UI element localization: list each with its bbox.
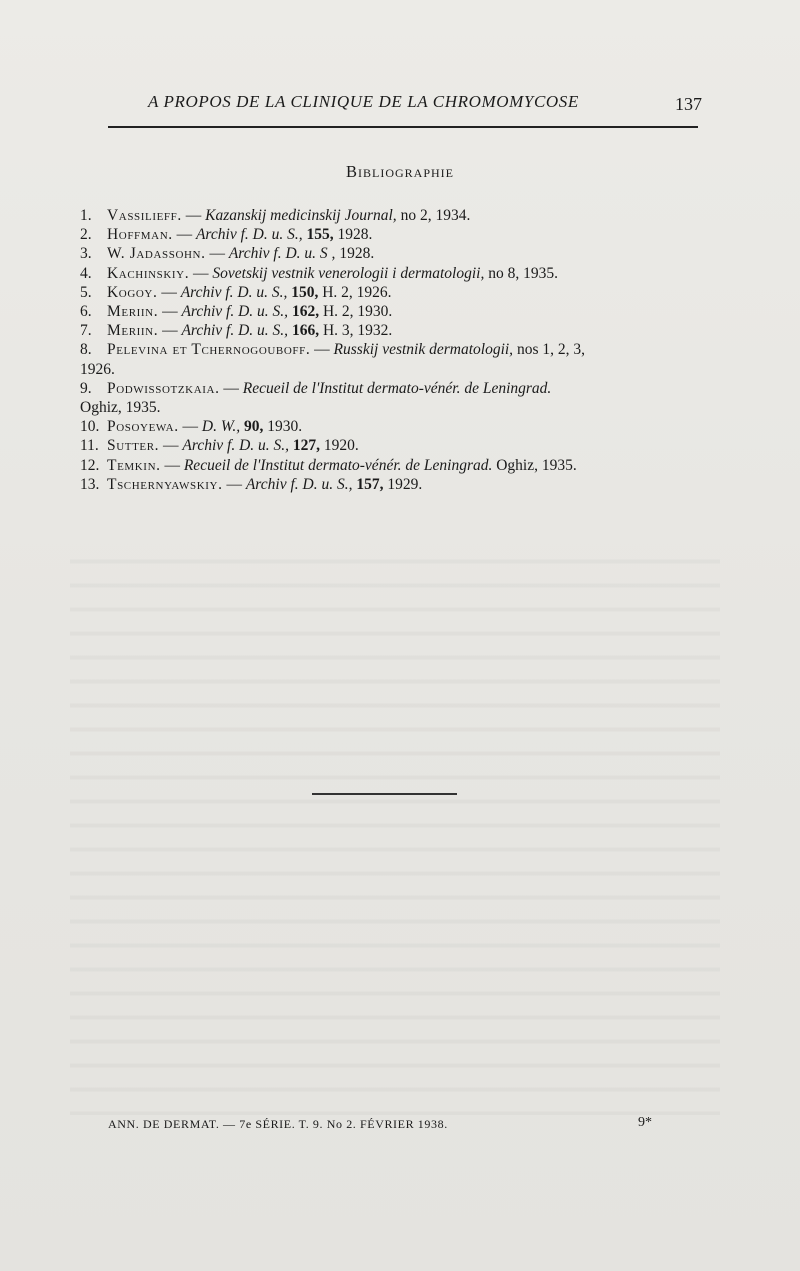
reference-item: 6. Meriin. — Archiv f. D. u. S., 162, H. 2, 1930.	[80, 303, 393, 321]
reference-list	[80, 206, 705, 494]
reference-item: 11. Sutter. — Archiv f. D. u. S., 127, 1920.	[80, 437, 359, 455]
reference-item: 1. Vassilieff. — Kazanskij medicinskij Journal, no 2, 1934.	[80, 207, 471, 224]
running-title: A PROPOS DE LA CLINIQUE DE LA CHROMOMYCOSE	[148, 92, 579, 111]
reference-item: 5. Kogoy. — Archiv f. D. u. S., 150, H. 2, 1926.	[80, 283, 392, 301]
reference-item: 7. Meriin. — Archiv f. D. u. S., 166, H. 3, 1932.	[80, 322, 393, 340]
section-separator-rule	[312, 793, 457, 795]
reference-item: 9. Podwissotzkaia. — Recueil de l'Institut dermato-vénér. de Leningrad. Oghiz, 1935.	[80, 379, 705, 417]
reference-item: 4. Kachinskiy. — Sovetskij vestnik venerologii i dermatologii, no 8, 1935.	[80, 264, 558, 282]
show-through-texture	[70, 545, 720, 1115]
reference-item: 13. Tschernyawskiy. — Archiv f. D. u. S., 157, 1929.	[80, 475, 423, 493]
footer-citation: ANN. DE DERMAT. — 7e SÉRIE. T. 9. No 2. FÉVRIER 1938.	[108, 1117, 448, 1131]
reference-continuation: Oghiz, 1935.	[80, 399, 161, 417]
reference-item: 2. Hoffman. — Archiv f. D. u. S., 155, 1928.	[80, 226, 373, 244]
section-title: Bibliographie	[346, 162, 454, 181]
signature-mark: 9*	[638, 1115, 652, 1130]
reference-continuation: 1926.	[80, 360, 115, 378]
reference-item: 3. W. Jadassohn. — Archiv f. D. u. S , 1928.	[80, 245, 375, 263]
page-number: 137	[675, 94, 702, 114]
reference-item: 8. Pelevina et Tchernogouboff. — Russkij vestnik dermatologii, nos 1, 2, 3, 1926.	[80, 340, 705, 378]
header-rule	[108, 126, 698, 128]
reference-item: 10. Posoyewa. — D. W., 90, 1930.	[80, 418, 303, 436]
reference-item: 12. Temkin. — Recueil de l'Institut dermato-vénér. de Leningrad. Oghiz, 1935.	[80, 456, 577, 474]
